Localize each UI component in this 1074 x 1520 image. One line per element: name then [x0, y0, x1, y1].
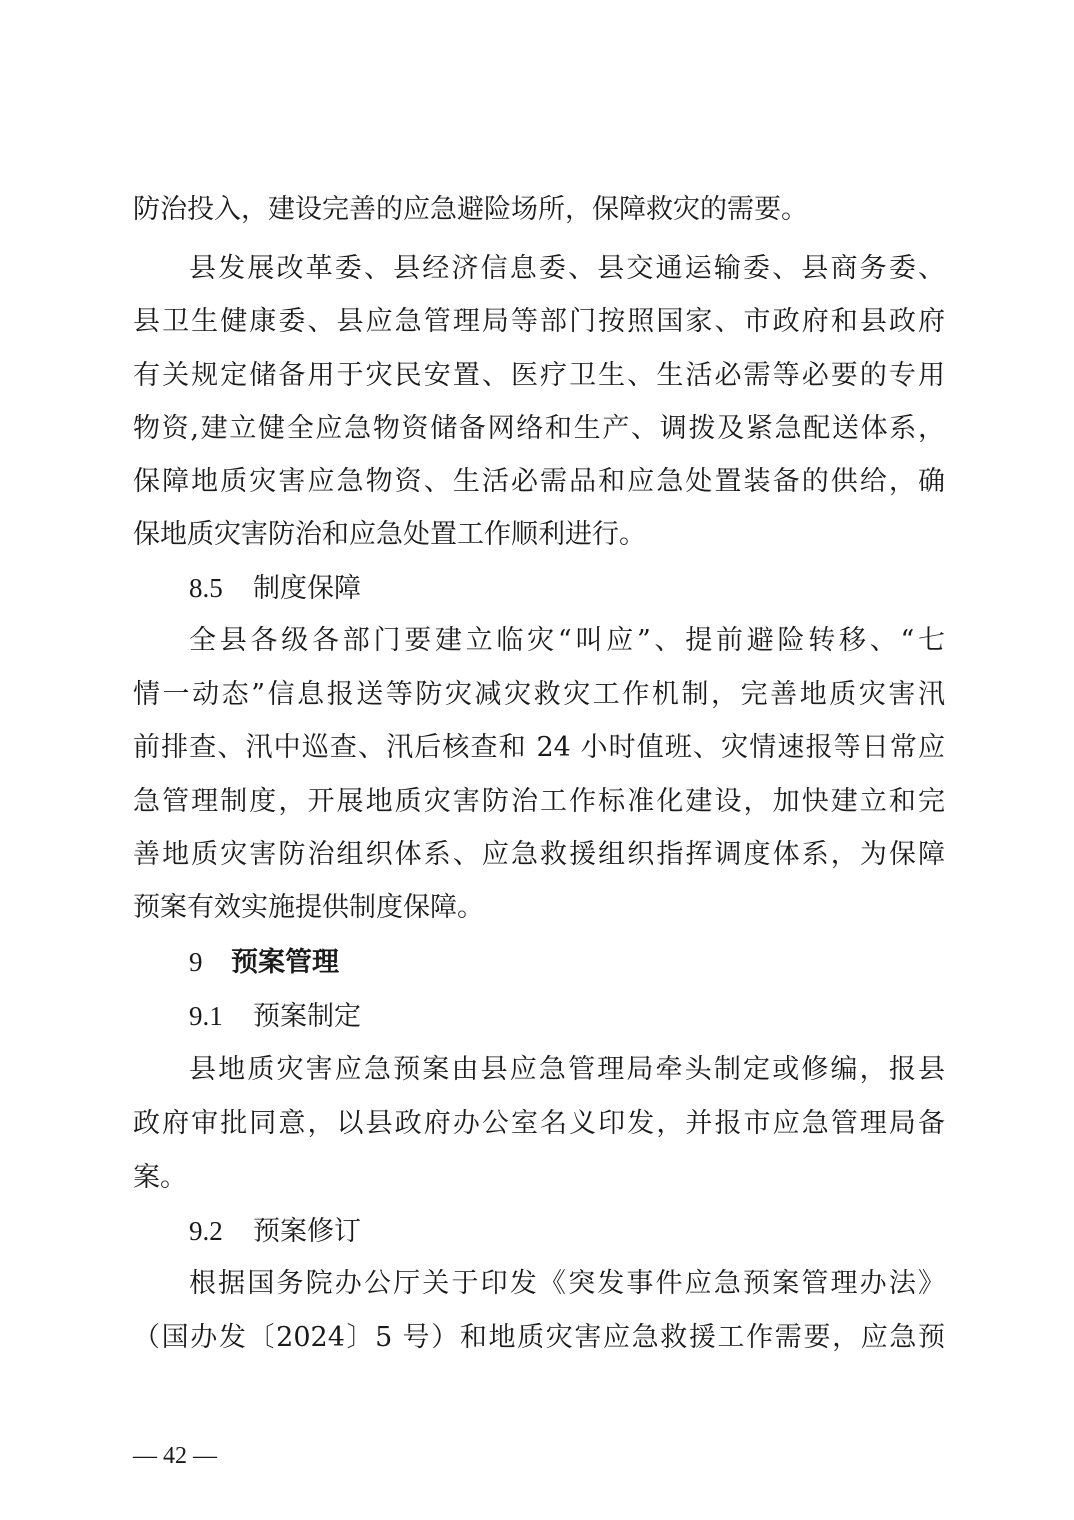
paragraph-line: 善地质灾害防治组织体系、应急救援组织指挥调度体系，为保障 — [133, 839, 945, 870]
paragraph-line: 县卫生健康委、县应急管理局等部门按照国家、市政府和县政府 — [133, 306, 945, 337]
section-heading-9-2 — [189, 1211, 361, 1251]
paragraph-line: 情一动态”信息报送等防灾减灾救灾工作机制，完善地质灾害汛 — [133, 679, 945, 710]
paragraph-line: 防治投入，建设完善的应急避险场所，保障救灾的需要。 — [133, 194, 808, 225]
paragraph-line: 县发展改革委、县经济信息委、县交通运输委、县商务委、 — [189, 253, 945, 284]
paragraph-line: 案。 — [133, 1162, 187, 1193]
section-number: 9.2 — [189, 1216, 223, 1246]
section-number: 8.5 — [189, 573, 223, 603]
paragraph-line: 有关规定储备用于灾民安置、医疗卫生、生活必需等必要的专用 — [133, 360, 945, 391]
paragraph-line: 根据国务院办公厅关于印发《突发事件应急预案管理办法》 — [189, 1268, 945, 1299]
section-title: 制度保障 — [253, 573, 361, 604]
paragraph-line: 急管理制度，开展地质灾害防治工作标准化建设，加快建立和完 — [133, 786, 945, 817]
section-heading-9-1 — [189, 996, 361, 1036]
paragraph-line: （国办发〔2024〕5 号）和地质灾害应急救援工作需要，应急预 — [133, 1322, 945, 1353]
paragraph-line: 物资,建立健全应急物资储备网络和生产、调拨及紧急配送体系， — [133, 413, 945, 444]
section-heading-9 — [189, 942, 339, 982]
section-number: 9 — [189, 947, 203, 977]
paragraph-line: 保障地质灾害应急物资、生活必需品和应急处置装备的供给，确 — [133, 466, 945, 497]
page-number: — 42 — — [133, 1443, 217, 1469]
paragraph-line: 政府审批同意，以县政府办公室名义印发，并报市应急管理局备 — [133, 1108, 945, 1139]
section-title: 预案管理 — [231, 947, 339, 978]
paragraph-line: 保地质灾害防治和应急处置工作顺利进行。 — [133, 519, 646, 550]
section-heading-8-5 — [189, 568, 361, 608]
section-title: 预案制定 — [253, 1001, 361, 1032]
paragraph-line: 县地质灾害应急预案由县应急管理局牵头制定或修编，报县 — [189, 1054, 945, 1085]
paragraph-line: 预案有效实施提供制度保障。 — [133, 892, 484, 923]
section-title: 预案修订 — [253, 1216, 361, 1247]
paragraph-line: 前排查、汛中巡查、汛后核查和 24 小时值班、灾情速报等日常应 — [133, 732, 945, 763]
paragraph-line: 全县各级各部门要建立临灾“叫应”、提前避险转移、“七 — [189, 625, 945, 656]
section-number: 9.1 — [189, 1001, 223, 1031]
